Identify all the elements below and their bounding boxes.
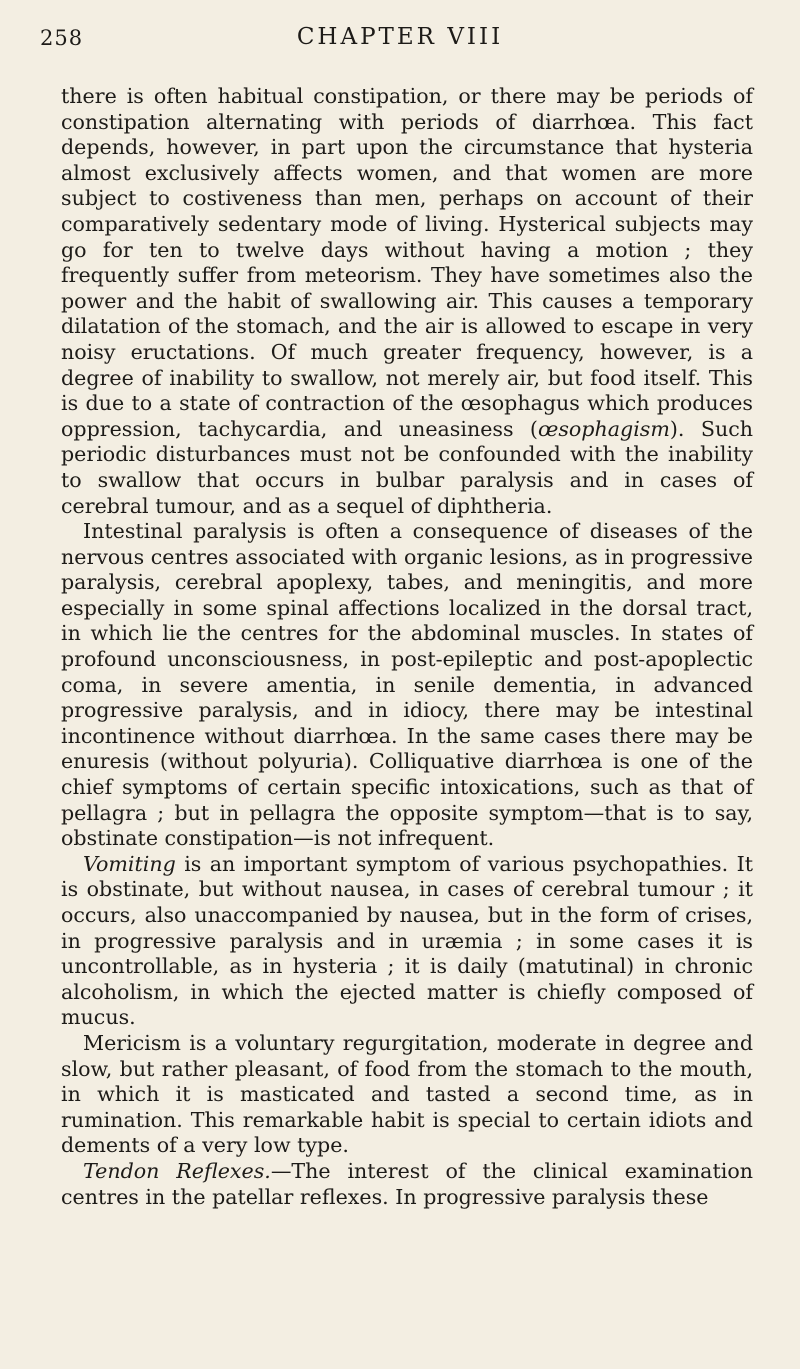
running-head: CHAPTER VIII	[296, 24, 504, 50]
paragraph-4: Mericism is a voluntary regurgitation, moderate in degree and slow, but rather pleasant, of food from the stomach to the mouth, in which it is masticated and tasted a second time, as in rumination. This remarkable habit is special to certain idiots and dements of a very low type.	[61, 1030, 753, 1158]
oesophagism-term: œsophagism	[537, 416, 670, 441]
paragraph-5	[61, 1159, 753, 1210]
paragraph-3-text: is an important symptom of various psychopathies. It is obstinate, but without nausea, in cases of cerebral tumour ; it occurs, also unaccompanied by nausea, but in the form of crises, in progressive paralysis and in uræmia ; in some cases it is uncontrollable, as in hysteria ; it is daily (matutinal) in chronic alcoholism, in which the ejected matter is chiefly composed of mucus.	[61, 851, 753, 1030]
vomiting-heading: Vomiting	[83, 851, 176, 876]
paragraph-3	[61, 852, 753, 1031]
page-body	[61, 84, 753, 1210]
page-header	[0, 22, 800, 62]
paragraph-1	[61, 84, 753, 519]
page-number: 258	[40, 26, 84, 50]
paragraph-1-continued: ). Such periodic disturbances must not be confounded with the inability to swallow that occurs in bulbar paralysis and in cases of cerebral tumour, and as a sequel of diphtheria.	[61, 416, 753, 518]
paragraph-2: Intestinal paralysis is often a consequence of diseases of the nervous centres associated with organic lesions, as in progressive paralysis, cerebral apoplexy, tabes, and meningitis, and more especially in some spinal affections localized in the dorsal tract, in which lie the centres for the abdominal muscles. In states of profound unconsciousness, in post-epileptic and post-apoplectic coma, in severe amentia, in senile dementia, in advanced progressive paralysis, and in idiocy, there may be intestinal incontinence without diarrhœa. In the same cases there may be enuresis (without polyuria). Colliquative diarrhœa is one of the chief symptoms of certain specific intoxications, such as that of pellagra ; but in pellagra the opposite symptom—that is to say, obstinate constipation—is not infrequent.	[61, 519, 753, 851]
paragraph-5-text: —The interest of the clinical examination centres in the patellar reflexes. In progressive paralysis these	[61, 1158, 753, 1209]
paragraph-1-text: there is often habitual constipation, or there may be periods of constipation alternating with periods of diarrhœa. This fact depends, however, in part upon the circumstance that hysteria almost exclusively affects women, and that women are more subject to costiveness than men, perhaps on account of their comparatively sedentary mode of living. Hysterical subjects may go for ten to twelve days without having a motion ; they frequently suffer from meteorism. They have sometimes also the power and the habit of swallowing air. This causes a temporary dilatation of the stomach, and the air is allowed to escape in very noisy eructations. Of much greater frequency, however, is a degree of inability to swallow, not merely air, but food itself. This is due to a state of contraction of the œsophagus which produces oppression, tachycardia, and uneasiness (	[61, 84, 753, 441]
tendon-reflexes-heading: Tendon Reflexes.	[83, 1158, 271, 1183]
